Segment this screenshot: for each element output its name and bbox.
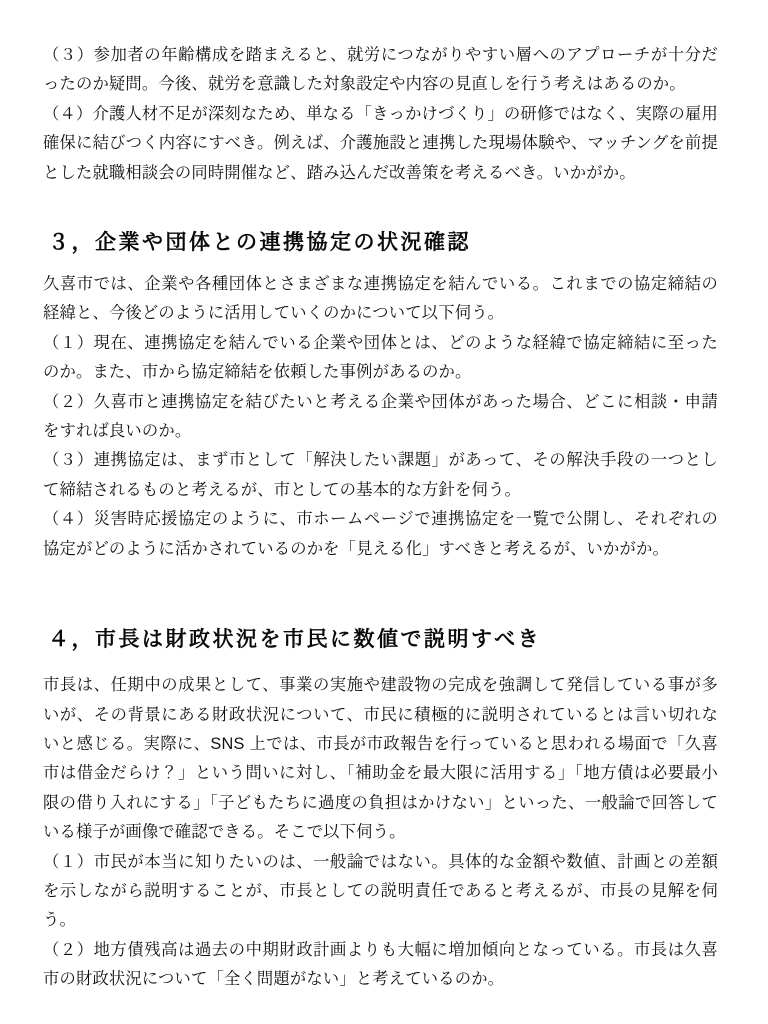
section-3-intro: 久喜市では、企業や各種団体とさまざまな連携協定を結んでいる。これまでの協定締結の経緯と、今後どのように活用していくのかについて以下伺う。 [43, 275, 718, 323]
question-item-3-3: （３）連携協定は、まず市として「解決したい課題」があって、その解決手段の一つとして締結されるものと考えるが、市としての基本的な方針を伺う。 [43, 451, 718, 499]
question-item-3-2: （２）久喜市と連携協定を結びたいと考える企業や団体があった場合、どこに相談・申請をすれば良いのか。 [43, 392, 718, 441]
question-item-3-1: （１）現在、連携協定を結んでいる企業や団体とは、どのような経緯で協定締結に至ったのか。また、市から協定締結を依頼した事例があるのか。 [43, 333, 718, 382]
question-item-4-2: （２）地方債残高は過去の中期財政計画よりも大幅に増加傾向となっている。市長は久喜市の財政状況について「全く問題がない」と考えているのか。 [43, 940, 718, 989]
question-item-4-1: （１）市民が本当に知りたいのは、一般論ではない。具体的な金額や数値、計画との差額を示しながら説明することが、市長としての説明責任であると考えるが、市長の見解を伺う。 [43, 852, 718, 930]
section-3-heading: ３，企業や団体との連携協定の状況確認 [48, 231, 471, 255]
section-4-intro: 市長は、任期中の成果として、事業の実施や建設物の完成を強調して発信している事が多いが、その背景にある財政状況について、市民に積極的に説明されているとは言い切れないと感じる。実際に、SNS 上では、市長が市政報告を行っていると思われる場面で「久喜市は借金だらけ？」という問いに対し、「補助金を最大限に活用する」「地方債は必要最小限の借り入れにする」「子どもたちに過度の負担はかけない」といった、一般論で回答している様子が画像で確認できる。そこで以下伺う。 [43, 676, 718, 842]
question-item-3-4: （４）災害時応援協定のように、市ホームページで連携協定を一覧で公開し、それぞれの協定がどのように活かされているのかを「見える化」すべきと考えるが、いかがか。 [43, 510, 718, 558]
question-item-2-3: （３）参加者の年齢構成を踏まえると、就労につながりやすい層へのアプローチが十分だったのか疑問。今後、就労を意識した対象設定や内容の見直しを行う考えはあるのか。 [43, 46, 718, 94]
question-item-2-4: （４）介護人材不足が深刻なため、単なる「きっかけづくり」の研修ではなく、実際の雇用確保に結びつく内容にすべき。例えば、介護施設と連携した現場体験や、マッチングを前提とした就職相談会の同時開催など、踏み込んだ改善策を考えるべき。いかがか。 [43, 104, 718, 182]
section-4-heading: ４，市長は財政状況を市民に数値で説明すべき [48, 628, 542, 652]
